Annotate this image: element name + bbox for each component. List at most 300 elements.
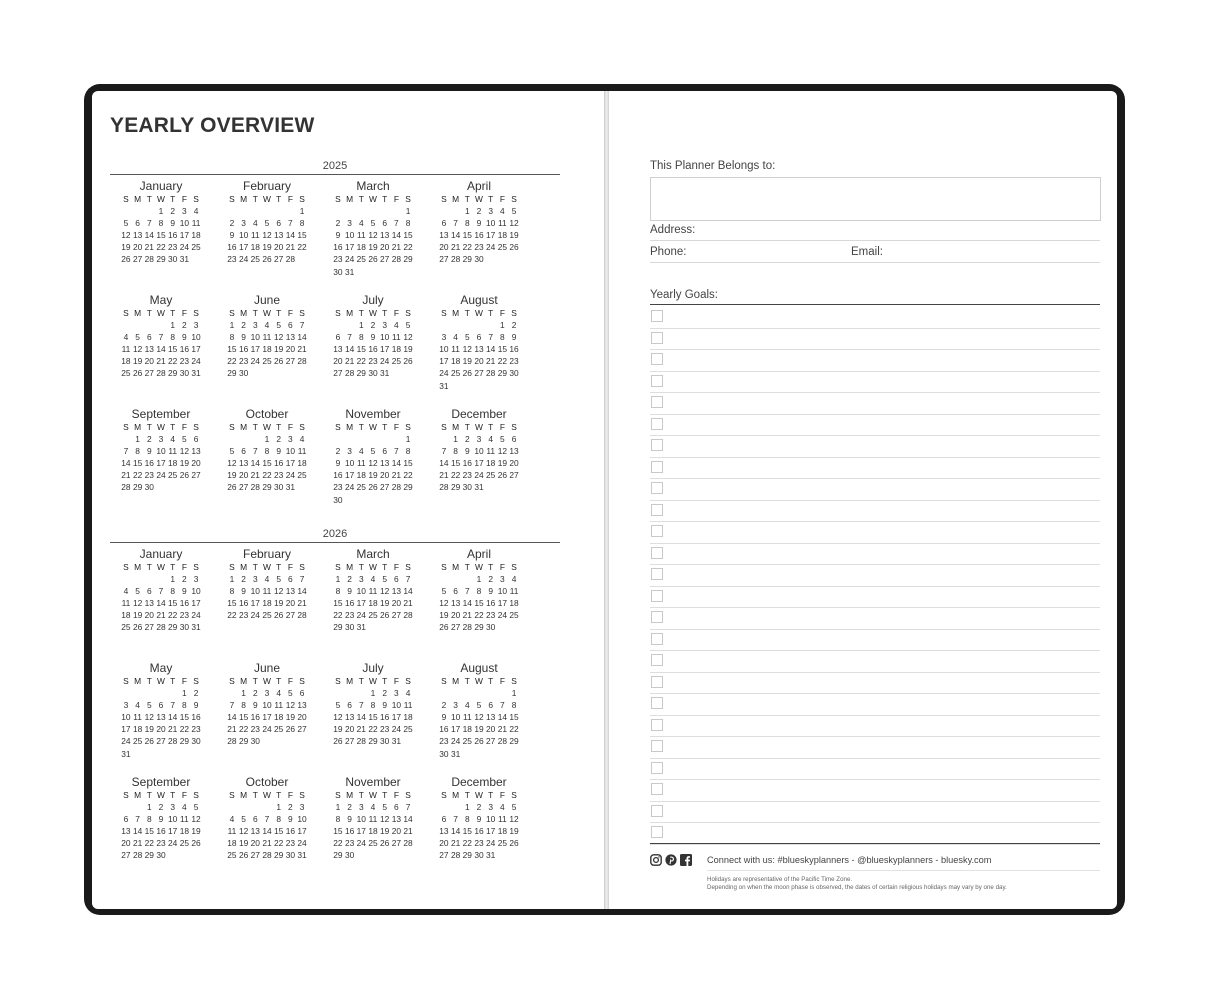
day-cell: 18 <box>497 826 508 837</box>
month-july <box>320 661 426 748</box>
goal-checkbox[interactable] <box>651 740 663 752</box>
day-cell: 8 <box>170 586 176 597</box>
day-cell: 6 <box>394 802 399 813</box>
day-cell: 17 <box>285 458 296 469</box>
day-cell: 24 <box>380 356 390 367</box>
weekday-header: F <box>393 422 399 432</box>
day-cell: 27 <box>297 724 307 735</box>
day-cell: 2 <box>146 434 152 445</box>
day-cell: 3 <box>500 574 505 585</box>
day-cell: 1 <box>405 434 411 445</box>
day-cell: 8 <box>264 446 270 457</box>
empty-day <box>120 433 132 445</box>
goal-checkbox[interactable] <box>651 676 663 688</box>
day-cell: 19 <box>121 242 131 253</box>
day-cell: 8 <box>335 586 341 597</box>
goal-checkbox[interactable] <box>651 805 663 817</box>
day-cell: 30 <box>344 622 355 633</box>
empty-day <box>120 687 132 699</box>
day-cell: 3 <box>382 320 388 331</box>
day-cell: 12 <box>509 218 519 229</box>
goal-row[interactable] <box>650 306 1100 329</box>
day-cell: 26 <box>509 838 519 849</box>
goal-checkbox[interactable] <box>651 375 663 387</box>
day-cell: 1 <box>146 802 152 813</box>
goal-checkbox[interactable] <box>651 654 663 666</box>
day-cell: 16 <box>439 724 449 735</box>
day-cell: 14 <box>403 586 413 597</box>
weekday-header: T <box>146 194 152 204</box>
goal-row[interactable] <box>650 500 1100 523</box>
day-cell: 26 <box>262 254 272 265</box>
day-cell: 18 <box>250 242 260 253</box>
empty-day <box>120 801 132 813</box>
day-cell: 31 <box>391 736 402 747</box>
goal-row[interactable] <box>650 779 1100 802</box>
day-cell: 14 <box>250 458 260 469</box>
day-cell: 15 <box>462 230 472 241</box>
goal-row[interactable] <box>650 693 1100 716</box>
day-cell: 7 <box>394 218 399 229</box>
goal-checkbox[interactable] <box>651 762 663 774</box>
goal-row[interactable] <box>650 349 1100 372</box>
weekday-header: T <box>252 308 258 318</box>
day-cell: 6 <box>441 218 447 229</box>
weekday-header: S <box>299 562 305 572</box>
goals-label: Yearly Goals: <box>650 289 718 301</box>
weekday-header: S <box>511 194 517 204</box>
day-cell: 12 <box>368 230 378 241</box>
day-cell: 5 <box>382 574 388 585</box>
goal-row[interactable] <box>650 715 1100 738</box>
goal-row[interactable] <box>650 564 1100 587</box>
day-cell: 7 <box>288 218 293 229</box>
goal-row[interactable] <box>650 435 1100 458</box>
day-cell: 16 <box>474 826 484 837</box>
day-cell: 2 <box>476 206 482 217</box>
day-cell: 22 <box>227 610 237 621</box>
day-cell: 5 <box>135 332 140 343</box>
day-cell: 30 <box>179 368 190 379</box>
day-cell: 21 <box>250 470 260 481</box>
goal-checkbox[interactable] <box>651 332 663 344</box>
day-cell: 25 <box>368 610 378 621</box>
day-cell: 31 <box>356 622 366 633</box>
goal-row[interactable] <box>650 478 1100 501</box>
weekday-header: T <box>464 308 470 318</box>
goal-row[interactable] <box>650 758 1100 781</box>
day-cell: 7 <box>264 814 270 825</box>
day-cell: 15 <box>262 458 272 469</box>
day-cell: 9 <box>382 700 388 711</box>
day-cell: 10 <box>179 218 190 229</box>
day-cell: 7 <box>405 574 411 585</box>
day-cell: 30 <box>179 622 190 633</box>
weekday-header: F <box>287 676 293 686</box>
day-cell: 11 <box>451 344 460 355</box>
day-cell: 2 <box>335 446 341 457</box>
day-cell: 25 <box>227 850 237 861</box>
day-cell: 8 <box>276 814 282 825</box>
weekday-header: S <box>123 676 129 686</box>
day-cell: 10 <box>356 814 366 825</box>
weekday-header: S <box>299 308 305 318</box>
day-cell: 4 <box>252 218 258 229</box>
day-cell: 14 <box>156 344 166 355</box>
goal-row[interactable] <box>650 457 1100 480</box>
weekday-header: T <box>170 790 176 800</box>
day-cell: 18 <box>462 724 472 735</box>
day-cell: 22 <box>274 838 284 849</box>
day-cell: 14 <box>450 230 461 241</box>
weekday-header: F <box>181 676 187 686</box>
day-cell: 25 <box>121 622 131 633</box>
weekday-header: W <box>157 194 165 204</box>
goal-checkbox[interactable] <box>651 396 663 408</box>
day-cell: 24 <box>262 724 272 735</box>
day-cell: 16 <box>474 230 484 241</box>
day-cell: 1 <box>358 320 364 331</box>
day-cell: 22 <box>333 610 343 621</box>
day-cell: 13 <box>450 598 461 609</box>
day-cell: 31 <box>179 254 190 265</box>
day-cell: 21 <box>132 838 143 849</box>
goal-checkbox[interactable] <box>651 547 663 559</box>
weekday-header: T <box>358 676 364 686</box>
year-label: 2026 <box>322 528 348 540</box>
day-cell: 14 <box>344 344 355 355</box>
day-cell: 16 <box>238 344 249 355</box>
goal-checkbox[interactable] <box>651 461 663 473</box>
day-cell: 20 <box>250 838 260 849</box>
day-cell: 16 <box>333 470 343 481</box>
instagram-icon[interactable] <box>650 854 662 866</box>
footer-rule <box>707 870 1100 871</box>
month-april <box>426 179 532 266</box>
day-cell: 11 <box>356 458 366 469</box>
day-cell: 3 <box>488 802 494 813</box>
goal-checkbox[interactable] <box>651 719 663 731</box>
day-cell: 18 <box>274 712 284 723</box>
day-cell: 12 <box>262 230 272 241</box>
day-cell: 27 <box>238 482 249 493</box>
day-cell: 17 <box>179 230 190 241</box>
goal-checkbox[interactable] <box>651 590 663 602</box>
pinterest-icon[interactable] <box>665 854 677 866</box>
day-cell: 19 <box>262 242 272 253</box>
day-cell: 12 <box>227 458 237 469</box>
month-days-grid <box>426 307 532 392</box>
day-cell: 3 <box>123 700 129 711</box>
month-days-grid <box>214 561 320 621</box>
day-cell: 13 <box>121 826 131 837</box>
day-cell: 1 <box>464 206 470 217</box>
day-cell: 26 <box>179 470 190 481</box>
day-cell: 13 <box>285 332 296 343</box>
day-cell: 8 <box>335 814 341 825</box>
day-cell: 11 <box>121 598 131 609</box>
day-cell: 14 <box>450 826 461 837</box>
day-cell: 30 <box>333 494 343 505</box>
day-cell: 21 <box>450 838 461 849</box>
goal-checkbox[interactable] <box>651 568 663 580</box>
goal-row[interactable] <box>650 629 1100 652</box>
day-cell: 19 <box>285 712 296 723</box>
empty-day <box>485 687 497 699</box>
day-cell: 11 <box>168 446 178 457</box>
month-name: August <box>460 293 498 307</box>
day-cell: 28 <box>356 736 366 747</box>
weekday-header: M <box>240 676 248 686</box>
day-cell: 27 <box>486 736 496 747</box>
weekday-header: W <box>157 676 165 686</box>
day-cell: 3 <box>252 574 258 585</box>
goal-row[interactable] <box>650 521 1100 544</box>
month-name: December <box>451 775 507 789</box>
day-cell: 9 <box>488 586 494 597</box>
day-cell: 23 <box>439 736 449 747</box>
day-cell: 17 <box>439 356 449 367</box>
day-cell: 9 <box>182 586 187 597</box>
day-cell: 21 <box>450 242 461 253</box>
goal-checkbox[interactable] <box>651 697 663 709</box>
day-cell: 24 <box>156 470 166 481</box>
weekday-header: S <box>405 308 411 318</box>
goal-checkbox[interactable] <box>651 310 663 322</box>
day-cell: 11 <box>403 700 413 711</box>
day-cell: 11 <box>180 814 189 825</box>
day-cell: 15 <box>403 458 413 469</box>
goal-checkbox[interactable] <box>651 525 663 537</box>
day-cell: 27 <box>156 736 166 747</box>
day-cell: 27 <box>333 368 343 379</box>
day-cell: 7 <box>488 332 494 343</box>
empty-day <box>438 687 450 699</box>
day-cell: 11 <box>509 586 519 597</box>
day-cell: 30 <box>333 266 343 277</box>
month-name: November <box>345 775 401 789</box>
day-cell: 30 <box>274 482 284 493</box>
empty-day <box>167 687 179 699</box>
day-cell: 22 <box>156 242 166 253</box>
weekday-header: S <box>123 422 129 432</box>
day-cell: 28 <box>344 368 355 379</box>
facebook-icon[interactable] <box>680 854 692 866</box>
empty-day <box>450 573 462 585</box>
day-cell: 13 <box>486 712 496 723</box>
weekday-header: F <box>393 562 399 572</box>
empty-day <box>226 687 238 699</box>
day-cell: 24 <box>497 610 508 621</box>
day-cell: 7 <box>123 446 129 457</box>
month-name: May <box>149 293 173 307</box>
weekday-header: S <box>193 676 199 686</box>
day-cell: 26 <box>497 470 508 481</box>
day-cell: 27 <box>509 470 519 481</box>
day-cell: 8 <box>135 446 140 457</box>
day-cell: 1 <box>182 688 187 699</box>
weekday-header: S <box>511 676 517 686</box>
day-cell: 17 <box>391 712 402 723</box>
day-cell: 11 <box>462 712 472 723</box>
day-cell: 18 <box>356 470 366 481</box>
weekday-header: M <box>346 562 354 572</box>
goal-checkbox[interactable] <box>651 633 663 645</box>
day-cell: 27 <box>250 850 260 861</box>
weekday-header: M <box>240 308 248 318</box>
day-cell: 21 <box>144 242 154 253</box>
weekday-header: S <box>405 790 411 800</box>
day-cell: 3 <box>394 688 399 699</box>
weekday-header: F <box>287 790 293 800</box>
day-cell: 5 <box>241 814 246 825</box>
weekday-header: T <box>464 422 470 432</box>
weekday-header: M <box>134 194 142 204</box>
day-cell: 8 <box>229 586 235 597</box>
day-cell: 8 <box>182 700 187 711</box>
day-cell: 11 <box>486 446 496 457</box>
goal-row[interactable] <box>650 672 1100 695</box>
day-cell: 22 <box>238 724 249 735</box>
weekday-header: S <box>441 308 447 318</box>
day-cell: 16 <box>238 598 249 609</box>
month-days-grid <box>320 789 426 862</box>
empty-day <box>143 573 155 585</box>
weekday-header: T <box>276 194 282 204</box>
day-cell: 24 <box>344 482 355 493</box>
day-cell: 21 <box>344 356 355 367</box>
day-cell: 14 <box>285 230 296 241</box>
day-cell: 29 <box>168 622 178 633</box>
day-cell: 4 <box>370 802 376 813</box>
empty-day <box>132 687 144 699</box>
weekday-header: T <box>464 790 470 800</box>
day-cell: 14 <box>403 814 413 825</box>
weekday-header: W <box>475 194 483 204</box>
goal-checkbox[interactable] <box>651 482 663 494</box>
goal-checkbox[interactable] <box>651 504 663 516</box>
day-cell: 25 <box>368 838 378 849</box>
day-cell: 13 <box>380 230 390 241</box>
month-name: July <box>362 661 384 675</box>
day-cell: 18 <box>132 724 143 735</box>
day-cell: 19 <box>439 610 449 621</box>
day-cell: 21 <box>439 470 449 481</box>
weekday-header: T <box>276 562 282 572</box>
phone-email-line[interactable] <box>650 262 1100 263</box>
day-cell: 30 <box>250 736 260 747</box>
weekday-header: S <box>229 676 235 686</box>
weekday-header: S <box>193 194 199 204</box>
day-cell: 9 <box>276 446 282 457</box>
day-cell: 2 <box>158 802 164 813</box>
goal-row[interactable] <box>650 392 1100 415</box>
address-line[interactable] <box>650 240 1100 241</box>
goal-row[interactable] <box>650 414 1100 437</box>
day-cell: 12 <box>403 332 413 343</box>
goal-checkbox[interactable] <box>651 439 663 451</box>
day-cell: 21 <box>227 724 237 735</box>
weekday-header: S <box>441 562 447 572</box>
goal-checkbox[interactable] <box>651 418 663 430</box>
weekday-header: S <box>335 422 341 432</box>
day-cell: 4 <box>358 446 364 457</box>
day-cell: 12 <box>132 598 143 609</box>
goal-checkbox[interactable] <box>651 611 663 623</box>
day-cell: 15 <box>368 712 378 723</box>
day-cell: 12 <box>191 814 201 825</box>
empty-day <box>132 205 144 217</box>
day-cell: 30 <box>474 254 484 265</box>
day-cell: 9 <box>241 586 246 597</box>
goal-checkbox[interactable] <box>651 353 663 365</box>
goal-row[interactable] <box>650 586 1100 609</box>
day-cell: 8 <box>158 218 164 229</box>
goal-row[interactable] <box>650 822 1100 845</box>
month-name: February <box>242 547 292 561</box>
owner-name-field[interactable] <box>650 177 1101 221</box>
day-cell: 14 <box>144 230 154 241</box>
goal-row[interactable] <box>650 650 1100 673</box>
empty-day <box>238 205 250 217</box>
day-cell: 15 <box>144 826 154 837</box>
weekday-header: T <box>146 308 152 318</box>
empty-day <box>450 319 462 331</box>
day-cell: 9 <box>252 700 258 711</box>
day-cell: 12 <box>333 712 343 723</box>
day-cell: 17 <box>238 242 249 253</box>
month-days-grid <box>320 561 426 634</box>
goal-checkbox[interactable] <box>651 826 663 838</box>
weekday-header: W <box>157 308 165 318</box>
day-cell: 9 <box>335 230 341 241</box>
day-cell: 13 <box>250 826 260 837</box>
day-cell: 6 <box>476 332 482 343</box>
day-cell: 14 <box>297 586 307 597</box>
day-cell: 6 <box>441 814 447 825</box>
weekday-header: S <box>193 308 199 318</box>
day-cell: 18 <box>450 356 461 367</box>
goal-row[interactable] <box>650 736 1100 759</box>
goal-row[interactable] <box>650 801 1100 824</box>
goal-row[interactable] <box>650 371 1100 394</box>
day-cell: 13 <box>285 586 296 597</box>
day-cell: 2 <box>441 700 447 711</box>
day-cell: 19 <box>509 230 519 241</box>
goal-row[interactable] <box>650 328 1100 351</box>
month-march <box>320 179 426 278</box>
goal-row[interactable] <box>650 543 1100 566</box>
day-cell: 13 <box>144 598 154 609</box>
day-cell: 10 <box>250 586 260 597</box>
day-cell: 25 <box>497 242 508 253</box>
weekday-header: T <box>382 308 388 318</box>
day-cell: 2 <box>511 320 517 331</box>
day-cell: 22 <box>509 724 519 735</box>
day-cell: 13 <box>391 586 402 597</box>
day-cell: 27 <box>191 470 201 481</box>
day-cell: 9 <box>347 586 352 597</box>
goal-checkbox[interactable] <box>651 783 663 795</box>
day-cell: 4 <box>370 574 376 585</box>
day-cell: 17 <box>486 230 496 241</box>
goal-row[interactable] <box>650 607 1100 630</box>
day-cell: 1 <box>335 802 341 813</box>
day-cell: 14 <box>262 826 272 837</box>
day-cell: 18 <box>356 242 366 253</box>
day-cell: 2 <box>347 802 352 813</box>
day-cell: 28 <box>156 368 166 379</box>
